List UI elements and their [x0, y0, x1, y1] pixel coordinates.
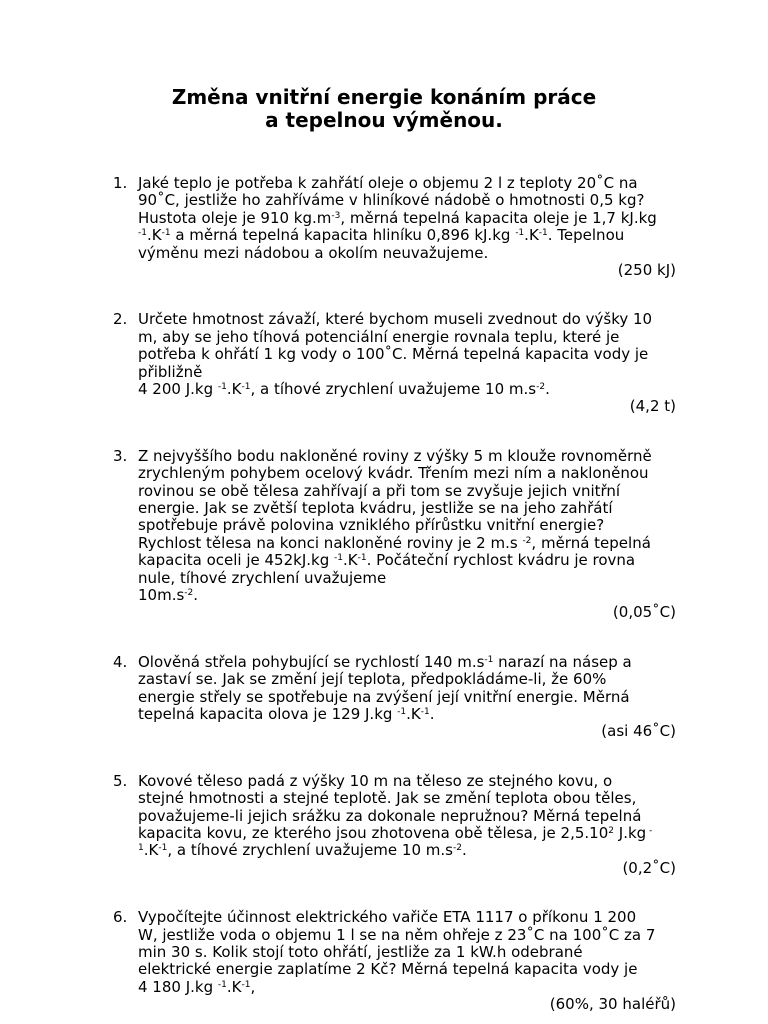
problem-answer: (4,2 t): [629, 397, 676, 416]
text-run: 4 180 J.kg: [138, 977, 218, 996]
problem-text-line: [138, 210, 678, 227]
title-line-2: a tepelnou výměnou.: [265, 108, 503, 132]
superscript: -1: [217, 979, 227, 990]
text-run: přibližně: [138, 362, 203, 381]
problem-text-line: [138, 790, 678, 807]
superscript: -1: [241, 382, 251, 393]
problem-text-line: [138, 570, 678, 587]
problem-answer: (250 kJ): [617, 261, 676, 279]
text-run: elektrické energie zaplatíme 2 Kč? Měrná tepelná kapacita vody je: [138, 960, 638, 979]
superscript: -2: [184, 588, 194, 599]
superscript: -2: [536, 382, 546, 393]
superscript: -1: [161, 228, 171, 239]
problem-answer: (0,2˚C): [622, 858, 676, 877]
problem-text-line: [138, 227, 678, 244]
problem-text: [138, 773, 678, 860]
problem-text: [138, 654, 678, 724]
text-run: energie. Jak se zvětší teplota kvádru, jestliže se na jeho zahřátí: [138, 499, 613, 518]
text-run: stejné hmotnosti a stejné teplotě. Jak se změní teplota obou těles,: [138, 789, 637, 808]
problem-text: [138, 175, 678, 262]
problem-text-line: [138, 654, 678, 671]
text-run: rovinou se obě tělesa zahřívají a při tom se zvyšuje jejich vnitřní: [138, 481, 621, 500]
text-run: zastaví se. Jak se změní její teplota, předpokládáme-li, že 60%: [138, 670, 607, 689]
problem-number: 4.: [113, 652, 128, 671]
text-run: m, aby se jeho tíhová potenciální energie rovnala teplu, které je: [138, 327, 620, 346]
superscript: -2: [452, 843, 462, 854]
text-run: kapacita oceli je 452kJ.kg: [138, 551, 334, 570]
text-run: , a tíhové zrychlení uvažujeme 10 m.s: [167, 841, 453, 860]
text-run: .K: [226, 977, 242, 996]
text-run: Rychlost tělesa na konci nakloněné roviny je 2 m.s: [138, 533, 523, 552]
text-run: spotřebuje právě polovina vzniklého přírůstku vnitřní energie?: [138, 516, 605, 535]
problem-text-line: [138, 927, 678, 944]
text-run: Hustota oleje je 910 kg.m: [138, 208, 332, 227]
text-run: a měrná tepelná kapacita hliníku 0,896 kJ.kg: [170, 226, 516, 245]
superscript: -1: [515, 228, 525, 239]
problem-text-line: [138, 689, 678, 706]
text-run: kapacita kovu, ze kterého jsou zhotovena obě tělesa, je 2,5.10: [138, 824, 609, 843]
text-run: Z nejvyššího bodu nakloněné roviny z výšky 5 m klouže rovnoměrně: [138, 446, 652, 465]
problem-text-line: [138, 909, 678, 926]
problem-number: 2.: [113, 310, 128, 329]
superscript: -3: [331, 210, 341, 221]
text-run: 90˚C, jestliže ho zahříváme v hliníkové nádobě o hmotnosti 0,5 kg?: [138, 191, 645, 210]
text-run: Určete hmotnost závaží, které bychom museli zvednout do výšky 10: [138, 310, 653, 329]
superscript: -1: [484, 654, 494, 665]
text-run: považujeme-li jejich srážku za dokonale nepružnou? Měrná tepelná: [138, 806, 642, 825]
superscript: -1: [241, 979, 251, 990]
problem-text-line: [138, 192, 678, 209]
text-run: Kovové těleso padá z výšky 10 m na těleso ze stejného kovu, o: [138, 771, 613, 790]
superscript: -1: [357, 553, 367, 564]
text-run: W, jestliže voda o objemu 1 l se na něm ohřeje z 23˚C na 100˚C za 7: [138, 925, 656, 944]
problem-text-line: [138, 773, 678, 790]
superscript: 2: [608, 826, 614, 837]
superscript: -1: [538, 228, 548, 239]
problem-number: 5.: [113, 771, 128, 790]
problem-answer: (asi 46˚C): [601, 722, 676, 741]
superscript: -1: [420, 707, 430, 718]
problem-text-line: [138, 364, 678, 381]
superscript: -1: [138, 228, 147, 239]
problem-text-line: [138, 552, 678, 569]
problem-text-line: [138, 346, 678, 363]
superscript: 1: [138, 843, 144, 854]
problem-text: [138, 909, 678, 996]
problem-answer: (0,05˚C): [612, 603, 676, 622]
text-run: . Počáteční rychlost kvádru je rovna: [366, 551, 636, 570]
superscript: -: [646, 826, 653, 837]
problem-text-line: [138, 671, 678, 688]
text-run: .K: [524, 226, 539, 245]
text-run: ,: [250, 977, 256, 996]
text-run: .: [429, 705, 435, 724]
text-run: 4 200 J.kg: [138, 380, 218, 399]
problem-text-line: [138, 465, 678, 482]
document-title: [0, 86, 768, 132]
problem-text-line: [138, 944, 678, 961]
text-run: min 30 s. Kolik stojí toto ohřátí, jestliže za 1 kW.h odebrané: [138, 943, 583, 961]
problem-text-line: [138, 979, 678, 996]
problem-text-line: [138, 825, 678, 842]
problem-text-line: [138, 245, 678, 262]
text-run: , měrná tepelná kapacita oleje je 1,7 kJ.kg: [340, 208, 657, 227]
superscript: -1: [217, 382, 227, 393]
text-run: .: [193, 586, 199, 605]
text-run: potřeba k ohřátí 1 kg vody o 100˚C. Měrná tepelná kapacita vody je: [138, 345, 649, 364]
text-run: Olověná střela pohybující se rychlostí 140 m.s: [138, 652, 485, 671]
text-run: . Tepelnou: [547, 226, 625, 245]
text-run: J.kg: [614, 824, 647, 843]
problem-text-line: [138, 175, 678, 192]
text-run: .K: [143, 841, 159, 860]
problem-text-line: [138, 517, 678, 534]
superscript: -2: [522, 535, 532, 546]
text-run: tepelná kapacita olova je 129 J.kg: [138, 705, 398, 724]
problem-text-line: [138, 961, 678, 978]
problem-answer: (60%, 30 haléřů): [549, 995, 676, 1014]
problem-text-line: [138, 808, 678, 825]
superscript: -1: [397, 707, 407, 718]
text-run: .K: [226, 380, 242, 399]
text-run: 10m.s: [138, 586, 185, 605]
superscript: -1: [158, 843, 168, 854]
problem-text-line: [138, 842, 678, 859]
problem-text-line: [138, 381, 678, 398]
text-run: .K: [406, 705, 421, 724]
problem-text-line: [138, 329, 678, 346]
problem-number: 6.: [113, 908, 128, 927]
problem-text-line: [138, 483, 678, 500]
problem-text: [138, 448, 678, 605]
problem-number: 3.: [113, 446, 128, 465]
superscript: -1: [334, 553, 343, 564]
problem-text-line: [138, 500, 678, 517]
text-run: .: [545, 380, 550, 399]
text-run: , a tíhové zrychlení uvažujeme 10 m.s: [250, 380, 537, 399]
problem-text-line: [138, 311, 678, 328]
text-run: .K: [146, 226, 162, 245]
problem-text: [138, 311, 678, 398]
text-run: .K: [342, 551, 358, 570]
problem-text-line: [138, 448, 678, 465]
problem-number: 1.: [113, 174, 128, 192]
text-run: výměnu mezi nádobou a okolím neuvažujeme.: [138, 243, 489, 262]
text-run: energie střely se spotřebuje na zvýšení její vnitřní energie. Měrná: [138, 687, 630, 706]
text-run: Vypočítejte účinnost elektrického vařiče ETA 1117 o příkonu 1 200: [138, 908, 637, 927]
title-line-1: Změna vnitřní energie konáním práce: [171, 85, 597, 109]
problem-text-line: [138, 587, 678, 604]
problem-text-line: [138, 706, 678, 723]
text-run: nule, tíhové zrychlení uvažujeme: [138, 568, 387, 587]
text-run: zrychleným pohybem ocelový kvádr. Třením mezi ním a nakloněnou: [138, 464, 649, 483]
problem-text-line: [138, 535, 678, 552]
text-run: , měrná tepelná: [531, 533, 651, 552]
text-run: .: [461, 841, 467, 860]
text-run: Jaké teplo je potřeba k zahřátí oleje o objemu 2 l z teploty 20˚C na: [138, 174, 638, 192]
text-run: narazí na násep a: [493, 652, 632, 671]
